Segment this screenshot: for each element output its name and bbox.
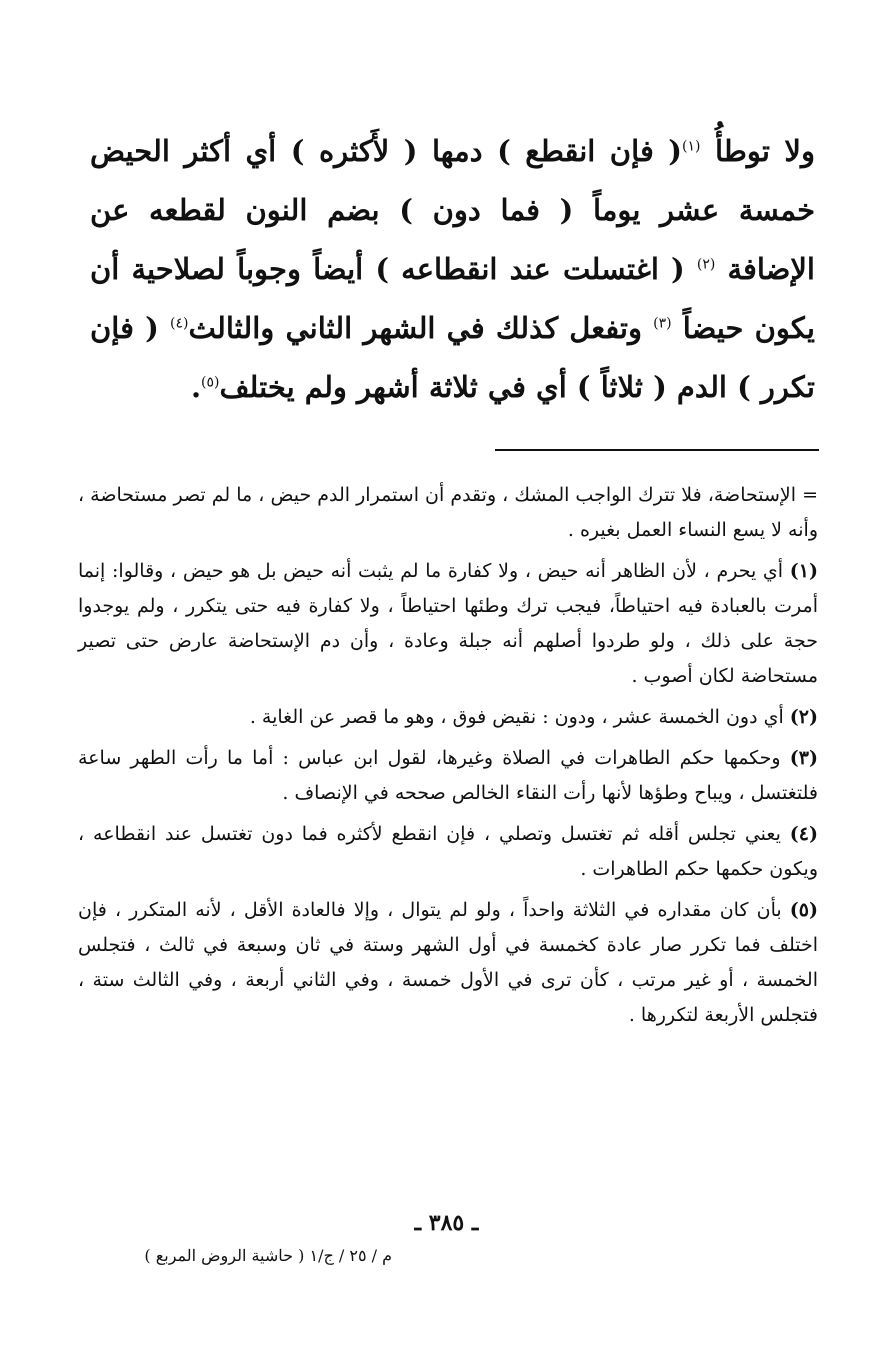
main-paragraph (90, 122, 815, 417)
footnote-text: = الإستحاضة، فلا تترك الواجب المشك ، وتقدم أن استمرار الدم حيض ، ما لم تصر مستحاضة ، وأنه لا يسع النساء العمل بغيره . (78, 484, 818, 541)
footnote-continuation (78, 478, 818, 548)
main-text-segment: وتفعل كذلك في الشهر الثاني والثالث (188, 311, 654, 345)
main-text-segment: ( فإن تكرر ) الدم ( ثلاثاً ) أي في ثلاثة أشهر ولم يختلف (90, 311, 815, 404)
footnote-number: (١) (789, 560, 818, 582)
footnote-number: (٥) (789, 899, 819, 921)
footnotes (78, 478, 818, 1039)
footnote-separator (495, 449, 819, 451)
footnote-text: أي دون الخمسة عشر ، ودون : نقيض فوق ، وهو ما قصر عن الغاية . (249, 706, 784, 728)
footnote-ref-5: (٥) (201, 374, 220, 391)
footnote-ref-3: (٣) (653, 315, 672, 332)
footnote-number: (٤) (789, 823, 818, 845)
footnote-2 (78, 700, 818, 735)
main-text-segment: . (190, 370, 202, 404)
footnote-number: (٣) (789, 747, 819, 769)
print-signature: م / ٢٥ / ج/١ ( حاشية الروض المربع ) (144, 1246, 392, 1265)
page-number: ـ ٣٨٥ ـ (414, 1210, 479, 1236)
footnote-4 (78, 817, 818, 887)
main-text (90, 122, 815, 417)
footnote-ref-2: (٢) (696, 256, 716, 273)
footnote-ref-1: (١) (682, 138, 701, 155)
main-text-segment: ( فإن انقطع ) دمها ( لأَكثره ) أي أكثر الحيض خمسة عشر يوماً ( فما دون ) بضم النون لقطعه عن الإضافة (90, 134, 815, 286)
main-text-segment: ( اغتسلت عند انقطاعه ) أيضاً وجوباً لصلاحية أن يكون حيضاً (90, 252, 815, 345)
footnote-text: وحكمها حكم الطاهرات في الصلاة وغيرها، لقول ابن عباس : أما ما رأت الطهر ساعة فلتغتسل ، ويباح وطؤها لأنها رأت النقاء الخالص صححه في الإنصاف . (78, 747, 818, 804)
footnote-1 (78, 554, 818, 694)
footnote-ref-4: (٤) (170, 315, 189, 332)
main-text-segment: ولا توطأُ (700, 134, 815, 168)
footnote-text: أي يحرم ، لأن الظاهر أنه حيض ، ولا كفارة ما لم يثبت أنه حيض بل هو حيض ، وقالوا: إنما أمرت بالعبادة فيه احتياطاً، فيجب ترك وطئها احتياطاً ، ولا كفارة فيه حتى يتكرر ، ولم يوجدوا حجة على ذلك ، ولو طردوا أصلهم أنه جبلة وعادة ، وأن دم الإستحاضة عارض حتى تصير مستحاضة لكان أصوب . (78, 560, 818, 687)
footnote-text: يعني تجلس أقله ثم تغتسل وتصلي ، فإن انقطع لأكثره فما دون تغتسل عند انقطاعه ، ويكون حكمها حكم الطاهرات . (78, 823, 818, 880)
footnote-text: بأن كان مقداره في الثلاثة واحداً ، ولو لم يتوال ، وإلا فالعادة الأقل ، لأنه المتكرر ، فإن اختلف فما تكرر صار عادة كخمسة في أول الشهر وستة في ثان وسبعة في ثالث ، فتجلس الخمسة ، أو غير مرتب ، كأن ترى في الأول خمسة ، وفي الثاني أربعة ، وفي الثالث ستة ، فتجلس الأربعة لتكررها . (78, 899, 818, 1026)
footnote-5 (78, 893, 818, 1033)
footnote-3 (78, 741, 818, 811)
footnote-number: (٢) (789, 706, 818, 728)
